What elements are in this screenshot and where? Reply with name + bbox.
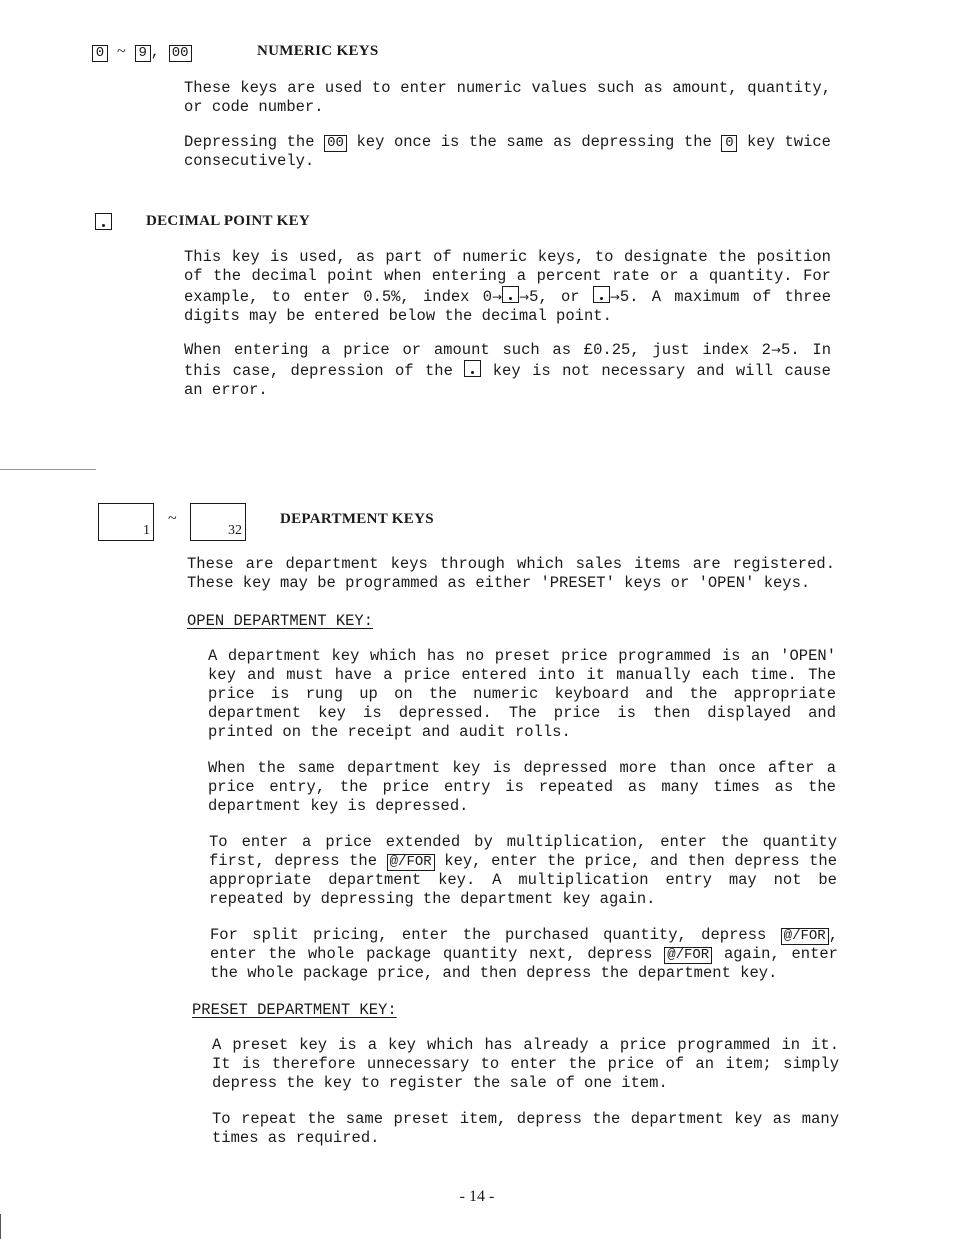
decimal-paragraph-2 <box>184 341 831 400</box>
for-key-icon: @/FOR <box>664 947 712 964</box>
text-span: 5, or <box>529 288 580 306</box>
numeric-keys-paragraph-1: These keys are used to enter numeric values such as amount, quantity, or code number. <box>184 79 831 116</box>
text-span: key, enter the price, and then depress the appropriate department key. A multiplication entry may not be repeated by depressing the department key again. <box>209 852 837 908</box>
key-00-icon: 00 <box>169 45 192 62</box>
comma: , <box>150 44 160 61</box>
open-department-heading: OPEN DEPARTMENT KEY: <box>187 612 374 630</box>
key-label: 1 <box>143 523 150 538</box>
range-separator: ~ <box>168 510 177 527</box>
margin-rule <box>0 469 96 470</box>
range-separator: ~ <box>117 43 126 60</box>
numeric-keys-paragraph-2 <box>184 133 831 171</box>
key-00-icon: 00 <box>324 135 347 152</box>
text-span: For split pricing, enter the purchased quantity, depress <box>210 926 767 944</box>
decimal-key-icon <box>593 286 610 303</box>
preset-paragraph-2: To repeat the same preset item, depress the department key as many times as required. <box>212 1110 839 1147</box>
decimal-key-icon <box>95 213 112 230</box>
text-span: again, enter the whole package price, and then depress the department key. <box>210 945 838 982</box>
department-intro: These are department keys through which sales items are registered. These key may be programmed as either 'PRESET' keys or 'OPEN' keys. <box>187 555 835 592</box>
text-span: , enter the whole package quantity next, depress <box>210 926 838 963</box>
arrow-icon: → <box>519 290 530 304</box>
department-keys-title: DEPARTMENT KEYS <box>280 511 434 527</box>
page-number: - 14 - <box>459 1188 495 1205</box>
preset-paragraph-1: A preset key is a key which has already a price programmed in it. It is therefore unnecessary to enter the price of an item; simply depress the key to register the sale of one item. <box>212 1036 839 1092</box>
text-span: This key is used, as part of numeric keys, to designate the position of the decimal point when entering a percent rate or a quantity. For example, to enter 0.5%, index 0 <box>184 248 831 306</box>
text-span: key is not necessary and will cause an error. <box>184 362 831 399</box>
open-paragraph-4 <box>210 926 838 983</box>
preset-department-heading: PRESET DEPARTMENT KEY: <box>192 1001 397 1019</box>
text-span: key twice consecutively. <box>184 133 831 170</box>
scan-edge-mark <box>0 1214 1 1239</box>
arrow-icon: → <box>770 343 782 357</box>
decimal-key-icon <box>464 360 481 377</box>
text-span: Depressing the <box>184 133 315 151</box>
text-span: 5. In this case, depression of the <box>184 341 831 380</box>
key-9-icon: 9 <box>135 45 151 62</box>
numeric-keys-header <box>92 42 192 63</box>
key-0-icon: 0 <box>92 45 108 62</box>
decimal-key-icon <box>502 286 519 303</box>
key-label: 32 <box>228 523 242 538</box>
department-key-1-icon <box>98 503 154 541</box>
open-paragraph-1: A department key which has no preset price programmed is an 'OPEN' key and must have a price entered into it manually each time. The price is rung up on the numeric keyboard and the appropriate department key is depressed. The price is then displayed and printed on the receipt and audit rolls. <box>208 647 836 741</box>
department-key-32-icon <box>190 503 246 541</box>
arrow-icon: → <box>609 290 620 304</box>
for-key-icon: @/FOR <box>387 854 435 871</box>
arrow-icon: → <box>492 290 503 304</box>
decimal-point-title: DECIMAL POINT KEY <box>146 213 311 229</box>
text-span: When entering a price or amount such as £0.25, just index 2 <box>184 341 771 359</box>
open-paragraph-2: When the same department key is depressed more than once after a price entry, the price entry is repeated as many times as the department key is depressed. <box>208 759 836 815</box>
open-paragraph-3 <box>209 833 837 909</box>
for-key-icon: @/FOR <box>781 928 829 945</box>
numeric-keys-title: NUMERIC KEYS <box>257 43 379 59</box>
decimal-paragraph-1 <box>184 248 831 326</box>
text-span: To enter a price extended by multiplication, enter the quantity first, depress the <box>209 833 837 870</box>
text-span: 5. A maximum of three digits may be entered below the decimal point. <box>184 288 831 325</box>
text-span: key once is the same as depressing the <box>356 133 712 151</box>
key-0-icon: 0 <box>721 135 737 152</box>
